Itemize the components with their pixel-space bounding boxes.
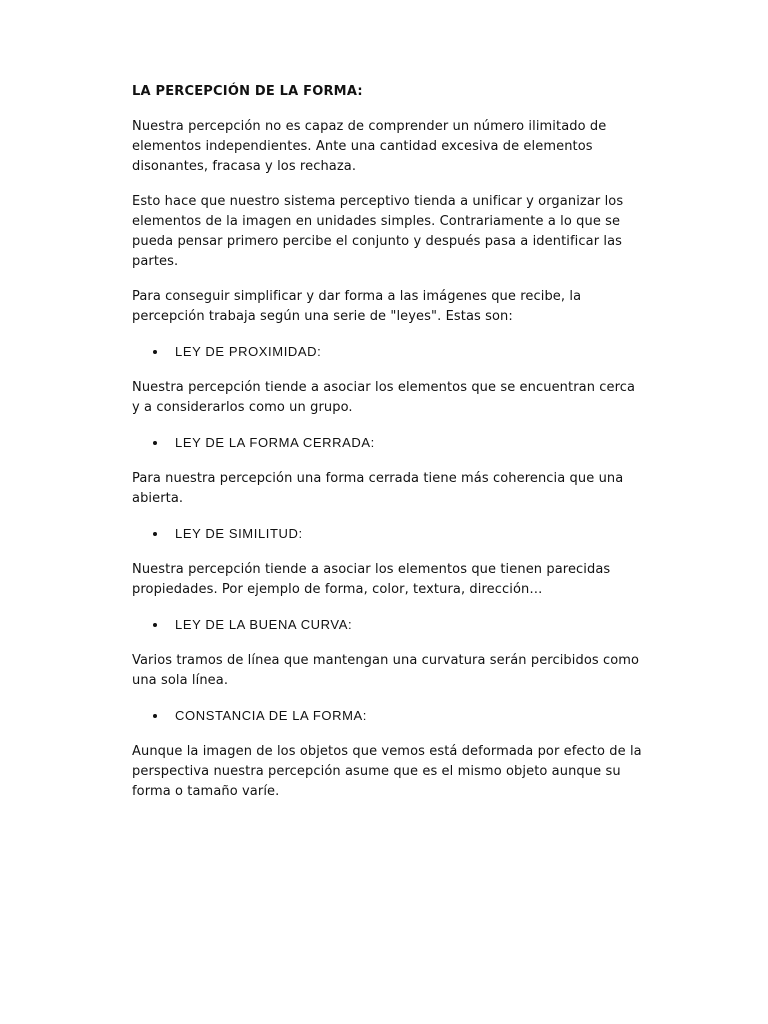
intro-paragraph-2: Esto hace que nuestro sistema perceptivo tienda a unificar y organizar los elementos de la imagen en unidades simples. Contrariamente a lo que se pueda pensar primero percibe el conjunto y después pasa a identificar las partes.: [132, 194, 624, 269]
intro-paragraph-3: Para conseguir simplificar y dar forma a las imágenes que recibe, la percepción trabaja según una serie de "leyes". Estas son:: [132, 289, 582, 324]
bullet-dot-icon: [153, 714, 157, 718]
law-heading-label: LEY DE LA FORMA CERRADA:: [175, 435, 375, 450]
bullet-dot-icon: [153, 350, 157, 354]
bullet-dot-icon: [153, 532, 157, 536]
bullet-dot-icon: [153, 623, 157, 627]
law-heading-buena-curva: [132, 615, 642, 635]
bullet-dot-icon: [153, 441, 157, 445]
law-heading-label: CONSTANCIA DE LA FORMA:: [175, 708, 367, 723]
law-text-forma-cerrada: Para nuestra percepción una forma cerrada tiene más coherencia que una abierta.: [132, 471, 624, 506]
law-text-similitud: Nuestra percepción tiende a asociar los elementos que tienen parecidas propiedades. Por ejemplo de forma, color, textura, dirección…: [132, 562, 611, 597]
page-title: LA PERCEPCIÓN DE LA FORMA:: [132, 84, 363, 99]
document-content: [132, 82, 642, 817]
intro-paragraph-1: Nuestra percepción no es capaz de comprender un número ilimitado de elementos independientes. Ante una cantidad excesiva de elementos disonantes, fracasa y los rechaza.: [132, 119, 607, 174]
law-heading-forma-cerrada: [132, 433, 642, 453]
law-heading-similitud: [132, 524, 642, 544]
law-heading-label: LEY DE SIMILITUD:: [175, 526, 303, 541]
law-heading-label: LEY DE PROXIMIDAD:: [175, 344, 322, 359]
law-heading-proximidad: [132, 342, 642, 362]
law-heading-constancia: [132, 706, 642, 726]
law-text-proximidad: Nuestra percepción tiende a asociar los elementos que se encuentran cerca y a considerarlos como un grupo.: [132, 380, 636, 415]
law-text-constancia: Aunque la imagen de los objetos que vemos está deformada por efecto de la perspectiva nuestra percepción asume que es el mismo objeto aunque su forma o tamaño varíe.: [132, 744, 642, 799]
law-text-buena-curva: Varios tramos de línea que mantengan una curvatura serán percibidos como una sola línea.: [132, 653, 640, 688]
law-heading-label: LEY DE LA BUENA CURVA:: [175, 617, 353, 632]
